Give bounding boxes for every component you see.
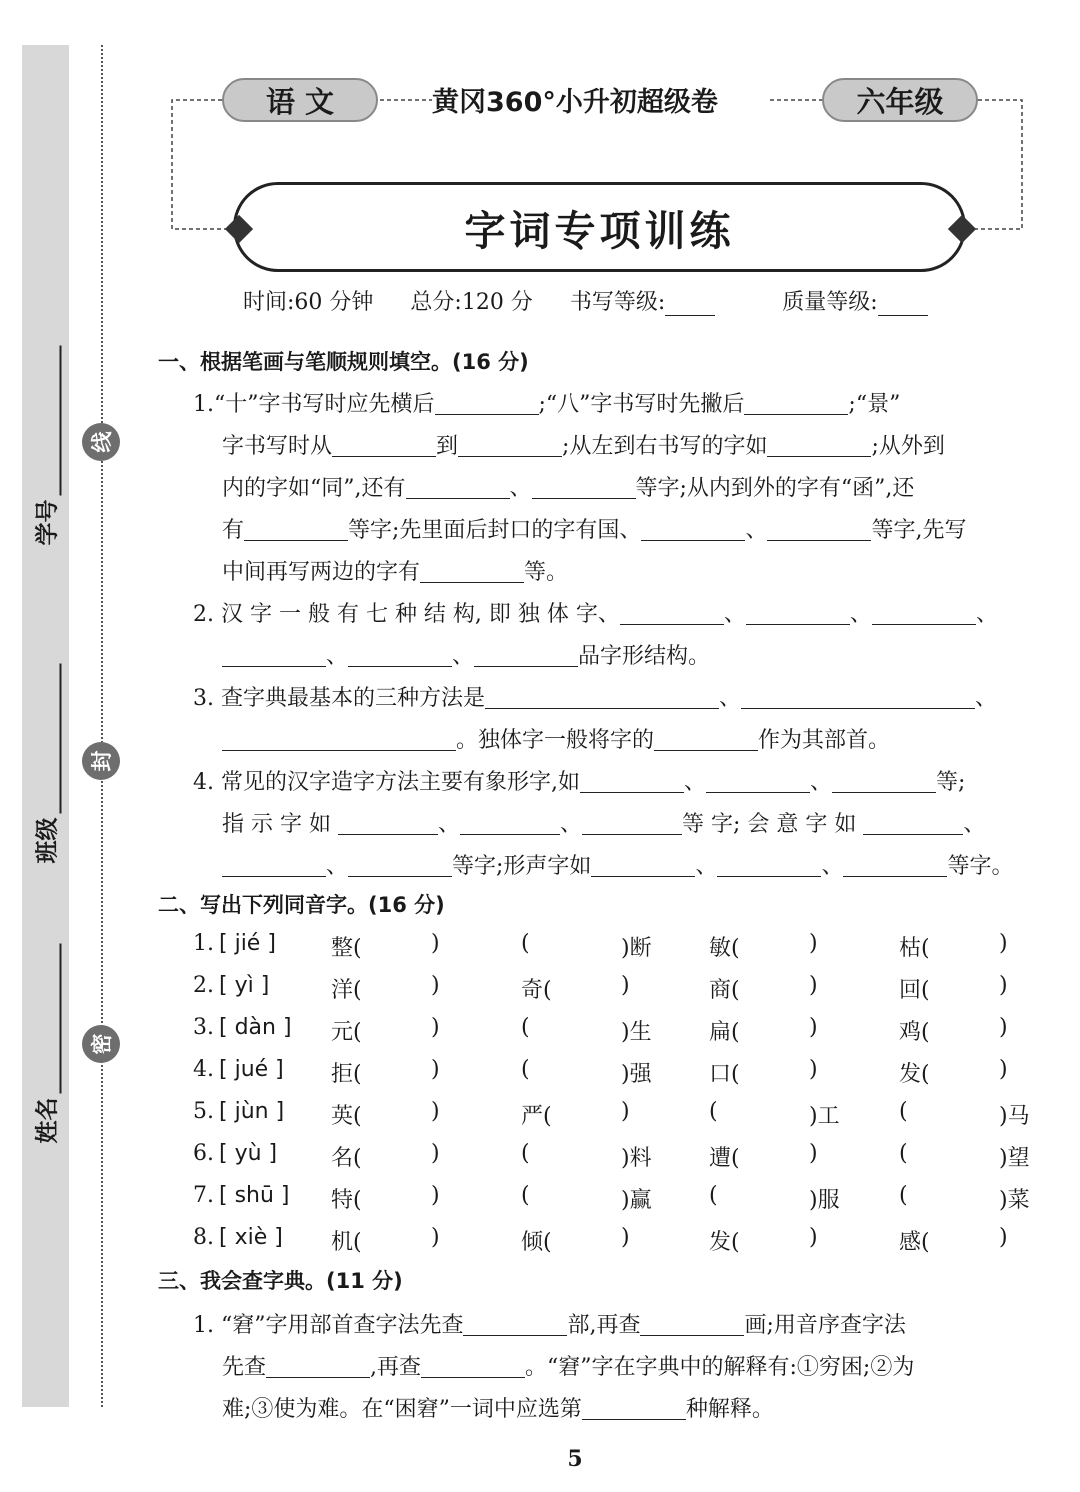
word-close: )	[999, 1015, 1008, 1040]
blank[interactable]	[222, 642, 326, 667]
word-open: 元(	[331, 1020, 362, 1045]
section-2-heading: 二、写出下列同音字。(16 分)	[158, 893, 445, 917]
grade-badge: 六年级	[822, 78, 978, 122]
blank[interactable]	[244, 516, 348, 541]
blank[interactable]	[717, 852, 821, 877]
blank[interactable]	[746, 600, 850, 625]
name-label: 姓名	[34, 1097, 61, 1143]
blank[interactable]	[532, 474, 636, 499]
pinyin: [ jué ]	[219, 1057, 284, 1082]
blank[interactable]	[591, 852, 695, 877]
s1-q3-line1: 3. 查字典最基本的三种方法是 、 、	[193, 686, 998, 711]
word-close: )	[621, 973, 630, 998]
pinyin: [ jùn ]	[219, 1099, 285, 1124]
blank[interactable]	[863, 810, 963, 835]
word-open: 机(	[331, 1230, 362, 1255]
word-open: (	[521, 1183, 530, 1208]
blank[interactable]	[843, 852, 947, 877]
word-open: 鸡(	[899, 1020, 930, 1045]
blank[interactable]	[348, 852, 452, 877]
word-close: )	[999, 1225, 1008, 1250]
blank[interactable]	[872, 600, 976, 625]
blank[interactable]	[463, 1311, 567, 1336]
row-number: 3.	[193, 1015, 214, 1040]
blank[interactable]	[744, 390, 848, 415]
blank[interactable]	[485, 684, 719, 709]
blank[interactable]	[406, 474, 510, 499]
word-open: (	[521, 1141, 530, 1166]
s1-q1-line3: 内的字如“同”,还有 、 等字;从内到外的字有“函”,还	[222, 476, 915, 501]
word-open: 奇(	[521, 978, 552, 1003]
homophone-row	[193, 931, 1033, 961]
s3-q1-line1: 1. “窘”字用部首查字法先查 部,再查 画;用音序查字法	[193, 1313, 906, 1338]
total-score: 总分:120 分	[410, 290, 533, 315]
section-1-heading: 一、根据笔画与笔顺规则填空。(16 分)	[158, 350, 529, 374]
word-open: (	[709, 1099, 718, 1124]
blank[interactable]	[582, 1395, 686, 1420]
pinyin: [ shū ]	[219, 1183, 290, 1208]
word-open: 回(	[899, 978, 930, 1003]
homophone-row	[193, 1183, 1033, 1213]
homophone-row	[193, 1141, 1033, 1171]
exam-meta	[243, 285, 988, 316]
blank[interactable]	[338, 810, 438, 835]
word-close: )	[431, 973, 440, 998]
word-open: 拒(	[331, 1062, 362, 1087]
word-close: )	[999, 931, 1008, 956]
quality-grade-blank[interactable]	[878, 295, 928, 316]
word-open: (	[899, 1183, 908, 1208]
word-close: )	[431, 1225, 440, 1250]
writing-grade-blank[interactable]	[665, 295, 715, 316]
word-close: )料	[621, 1146, 652, 1171]
word-close: )工	[809, 1104, 840, 1129]
pinyin: [ dàn ]	[219, 1015, 292, 1040]
word-close: )	[431, 1015, 440, 1040]
writing-grade: 书写等级:	[570, 290, 745, 315]
blank[interactable]	[421, 1353, 525, 1378]
word-open: 遭(	[709, 1146, 740, 1171]
class-label: 班级	[34, 817, 61, 863]
blank[interactable]	[741, 684, 975, 709]
homophone-row	[193, 1225, 1033, 1255]
s3-q1-line2: 先查 ,再查 。“窘”字在字典中的解释有:①穷困;②为	[222, 1355, 915, 1380]
word-close: )望	[999, 1146, 1030, 1171]
row-number: 2.	[193, 973, 214, 998]
word-open: 发(	[709, 1230, 740, 1255]
page-title: 字词专项训练	[464, 207, 735, 255]
s1-q1-line4: 有 等字;先里面后封口的字有国、 、 等字,先写	[222, 518, 967, 543]
word-close: )	[809, 1141, 818, 1166]
row-number: 4.	[193, 1057, 214, 1082]
word-close: )	[621, 1225, 630, 1250]
blank[interactable]	[222, 852, 326, 877]
name-field[interactable]	[10, 898, 80, 1188]
word-close: )	[809, 1057, 818, 1082]
homophone-row	[193, 1099, 1033, 1129]
word-open: 倾(	[521, 1230, 552, 1255]
word-close: )	[809, 931, 818, 956]
word-open: 感(	[899, 1230, 930, 1255]
word-open: (	[521, 931, 530, 956]
s1-q4-line3: 、 等字;形声字如 、 、 等字。	[222, 849, 1013, 880]
word-close: )强	[621, 1062, 652, 1087]
word-close: )	[431, 931, 440, 956]
blank[interactable]	[348, 642, 452, 667]
word-open: 发(	[899, 1062, 930, 1087]
student-id-label: 学号	[34, 499, 61, 545]
word-open: 名(	[331, 1146, 362, 1171]
word-open: (	[521, 1057, 530, 1082]
word-open: 口(	[709, 1062, 740, 1087]
word-close: )	[999, 973, 1008, 998]
blank[interactable]	[654, 726, 758, 751]
blank[interactable]	[474, 642, 578, 667]
word-close: )	[431, 1099, 440, 1124]
student-id-field[interactable]	[10, 300, 80, 590]
blank[interactable]	[222, 726, 456, 751]
word-close: )	[809, 973, 818, 998]
blank[interactable]	[580, 768, 684, 793]
homophone-row	[193, 1015, 1033, 1045]
word-close: )	[809, 1015, 818, 1040]
section-3-heading: 三、我会查字典。(11 分)	[158, 1269, 403, 1293]
word-open: 商(	[709, 978, 740, 1003]
word-open: (	[521, 1015, 530, 1040]
s3-q1-line3: 难;③使为难。在“困窘”一词中应选第 种解释。	[222, 1397, 774, 1422]
word-open: 敏(	[709, 936, 740, 961]
blank[interactable]	[582, 810, 682, 835]
row-number: 8.	[193, 1225, 214, 1250]
word-close: )	[431, 1141, 440, 1166]
word-close: )赢	[621, 1188, 652, 1213]
blank[interactable]	[266, 1353, 370, 1378]
class-field[interactable]	[10, 618, 80, 908]
blank[interactable]	[641, 516, 745, 541]
word-open: (	[899, 1099, 908, 1124]
word-close: )	[431, 1183, 440, 1208]
subject-badge: 语 文	[222, 78, 378, 122]
word-open: 洋(	[331, 978, 362, 1003]
s1-q1-line2: 字书写时从 到 ;从左到右书写的字如 ;从外到	[222, 434, 945, 459]
word-close: )断	[621, 936, 652, 961]
word-open: (	[709, 1183, 718, 1208]
word-close: )马	[999, 1104, 1030, 1129]
blank[interactable]	[332, 432, 436, 457]
blank[interactable]	[460, 810, 560, 835]
blank[interactable]	[420, 558, 524, 583]
pinyin: [ xiè ]	[219, 1225, 283, 1250]
blank[interactable]	[620, 600, 724, 625]
s1-q2-line1: 2. 汉 字 一 般 有 七 种 结 构, 即 独 体 字、 、 、 、	[193, 602, 998, 627]
time-limit: 时间:60 分钟	[243, 290, 374, 315]
s1-q3-line2: 。独体字一般将字的 作为其部首。	[222, 723, 890, 754]
page-number: 5	[567, 1446, 583, 1472]
s1-q1-line1: 1.“十”字书写时应先横后 ;“八”字书写时先撇后 ;“景”	[193, 392, 901, 417]
pinyin: [ jié ]	[219, 931, 276, 956]
homophone-row	[193, 1057, 1033, 1087]
word-open: 英(	[331, 1104, 362, 1129]
row-number: 7.	[193, 1183, 214, 1208]
s1-q4-line2: 指 示 字 如 、 、 等 字; 会 意 字 如 、	[222, 812, 986, 837]
name-line[interactable]	[56, 943, 62, 1093]
seal-feng: 封	[82, 742, 120, 780]
homophone-row	[193, 973, 1033, 1003]
blank[interactable]	[706, 768, 810, 793]
pinyin: [ yù ]	[219, 1141, 278, 1166]
s1-q1-line5: 中间再写两边的字有 等。	[222, 560, 569, 585]
pinyin: [ yì ]	[219, 973, 270, 998]
s1-q4-line1: 4. 常见的汉字造字方法主要有象形字,如 、 、 等;	[193, 770, 966, 795]
series-title: 黄冈360°小升初超级卷	[432, 87, 718, 118]
row-number: 6.	[193, 1141, 214, 1166]
word-close: )	[621, 1099, 630, 1124]
seal-xian: 线	[82, 423, 120, 461]
word-close: )	[809, 1225, 818, 1250]
row-number: 1.	[193, 931, 214, 956]
word-close: )菜	[999, 1188, 1030, 1213]
word-open: 枯(	[899, 936, 930, 961]
blank[interactable]	[832, 768, 936, 793]
word-close: )生	[621, 1020, 652, 1045]
word-open: 扁(	[709, 1020, 740, 1045]
student-id-line[interactable]	[56, 345, 62, 495]
word-open: (	[899, 1141, 908, 1166]
word-open: 严(	[521, 1104, 552, 1129]
word-close: )服	[809, 1188, 840, 1213]
blank[interactable]	[767, 516, 871, 541]
class-line[interactable]	[56, 663, 62, 813]
blank[interactable]	[435, 390, 539, 415]
blank[interactable]	[458, 432, 562, 457]
blank[interactable]	[640, 1311, 744, 1336]
word-close: )	[431, 1057, 440, 1082]
row-number: 5.	[193, 1099, 214, 1124]
word-close: )	[999, 1057, 1008, 1082]
quality-grade: 质量等级:	[782, 290, 957, 315]
word-open: 整(	[331, 936, 362, 961]
s1-q2-line2: 、 、 品字形结构。	[222, 639, 710, 670]
word-open: 特(	[331, 1188, 362, 1213]
seal-mi: 密	[82, 1025, 120, 1063]
blank[interactable]	[767, 432, 871, 457]
